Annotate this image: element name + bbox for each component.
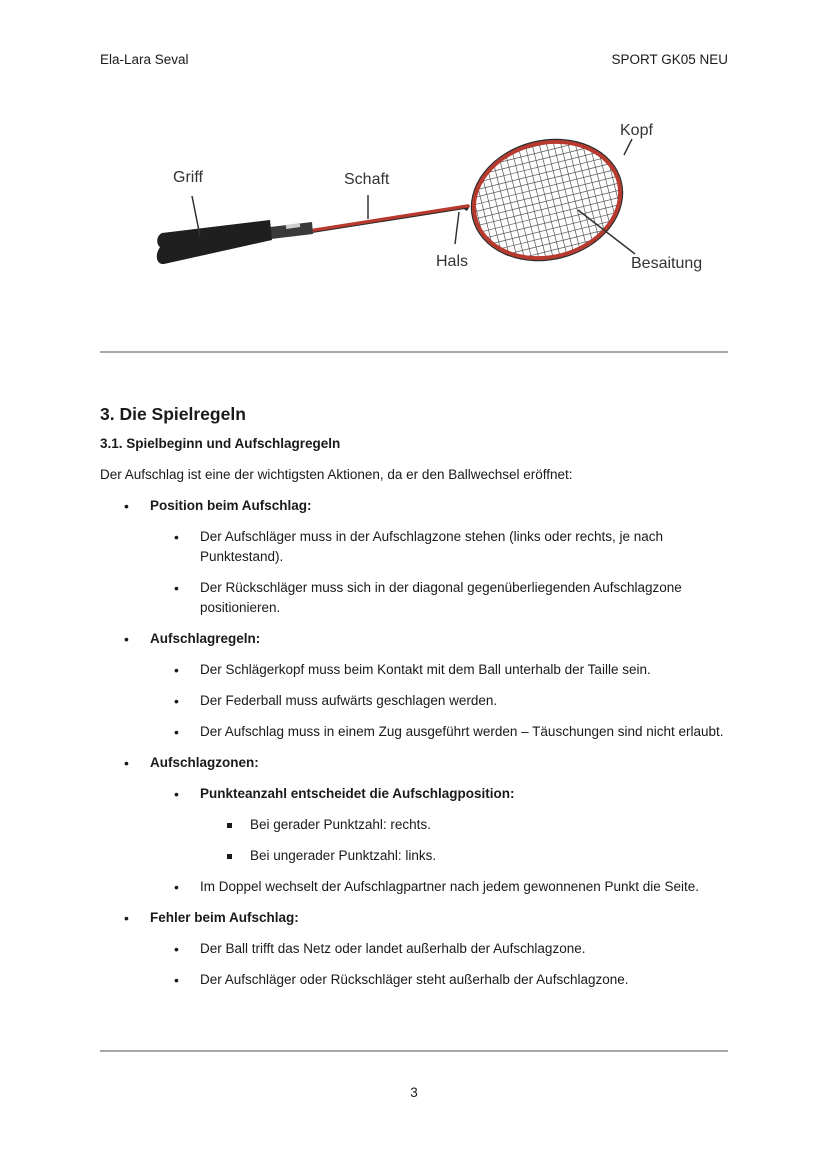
list-item [200, 815, 728, 835]
group-title: • Fehler beim Aufschlag: [150, 910, 299, 925]
list-item [150, 578, 728, 618]
page-number: 3 [410, 1085, 418, 1100]
list-item-text: Bei gerader Punktzahl: rechts. [250, 817, 431, 832]
header-course: SPORT GK05 NEU [611, 52, 728, 67]
section-intro: Der Aufschlag ist eine der wichtigsten Aktionen, da er den Ballwechsel eröffnet: [100, 467, 573, 482]
list-item-text: • Der Schlägerkopf muss beim Kontakt mit dem Ball unterhalb der Taille sein. [200, 662, 651, 677]
label-griff: Griff [173, 169, 203, 186]
list-item [150, 722, 728, 742]
section-content [100, 400, 728, 990]
header-author: Ela-Lara Seval [100, 52, 189, 67]
list-item [150, 527, 728, 567]
racket-diagram [100, 108, 728, 298]
pointer-hals [455, 212, 459, 244]
list-item-text: • Der Ball trifft das Netz oder landet außerhalb der Aufschlagzone. [200, 941, 586, 956]
list-item [150, 939, 728, 959]
racket-diagram-svg [100, 108, 728, 298]
list-item [100, 496, 728, 618]
page-header [100, 52, 728, 70]
rules-list [100, 496, 728, 990]
top-divider [100, 351, 728, 353]
bottom-divider [100, 1050, 728, 1052]
list-item-text: • Der Aufschlag muss in einem Zug ausgeführt werden – Täuschungen sind nicht erlaubt. [200, 724, 724, 739]
list-item-text: Bei ungerader Punktzahl: links. [250, 848, 437, 863]
list-item [150, 660, 728, 680]
racket-strings [456, 121, 637, 279]
list-item-text: • Der Aufschläger oder Rückschläger steht außerhalb der Aufschlagzone. [200, 972, 629, 987]
list-item [200, 846, 728, 866]
racket-grip [157, 220, 272, 264]
list-item-text: • Der Aufschläger muss in der Aufschlagzone stehen (links oder rechts, je nach Punktestand). [200, 529, 663, 564]
sub-sub-list [200, 815, 728, 866]
section-title: 3. Die Spielregeln [100, 404, 246, 424]
group-title: • Aufschlagzonen: [150, 755, 259, 770]
list-item [100, 629, 728, 742]
list-item [100, 908, 728, 990]
sub-list [150, 784, 728, 897]
racket-shaft [290, 206, 468, 234]
group-title: • Position beim Aufschlag: [150, 498, 312, 513]
list-item [150, 784, 728, 866]
sub-list [150, 660, 728, 742]
pointer-kopf [624, 139, 632, 155]
list-item-text: • Der Rückschläger muss sich in der diagonal gegenüberliegenden Aufschlagzone positionieren. [200, 580, 682, 615]
label-hals: Hals [436, 253, 469, 270]
label-kopf: Kopf [620, 122, 653, 139]
list-item-text: • Der Federball muss aufwärts geschlagen werden. [200, 693, 498, 708]
list-item [150, 691, 728, 711]
sub-list [150, 939, 728, 990]
list-item-text: • Im Doppel wechselt der Aufschlagpartner nach jedem gewonnenen Punkt die Seite. [200, 879, 700, 894]
sub-list [150, 527, 728, 618]
group-title: • Aufschlagregeln: [150, 631, 261, 646]
list-item [100, 753, 728, 897]
label-besaitung: Besaitung [631, 255, 703, 272]
section-subtitle: 3.1. Spielbeginn und Aufschlagregeln [100, 436, 341, 451]
subgroup-title: • Punkteanzahl entscheidet die Aufschlagposition: [200, 786, 515, 801]
list-item [150, 970, 728, 990]
label-schaft: Schaft [344, 171, 390, 188]
list-item [150, 877, 728, 897]
